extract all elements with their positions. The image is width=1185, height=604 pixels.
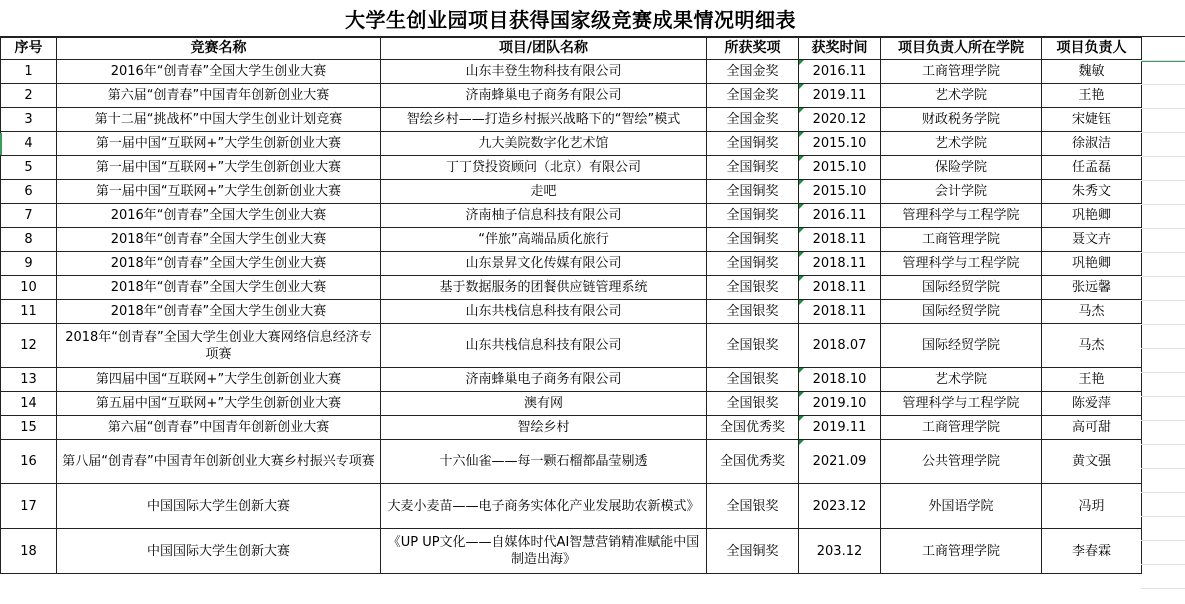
selection-border [1141, 61, 1185, 62]
table-cell[interactable]: 全国银奖 [707, 392, 799, 416]
table-cell[interactable]: 全国优秀奖 [707, 440, 799, 484]
table-cell[interactable]: 巩艳卿 [1042, 252, 1142, 276]
table-cell[interactable]: 工商管理学院 [881, 416, 1042, 440]
table-cell[interactable]: 2018年“创青春”全国大学生创业大赛 [57, 276, 381, 300]
table-cell[interactable]: 丁丁贷投资顾问（北京）有限公司 [381, 156, 707, 180]
table-cell[interactable]: 全国铜奖 [707, 180, 799, 204]
table-cell[interactable]: 徐淑洁 [1042, 132, 1142, 156]
table-cell[interactable]: 马杰 [1042, 324, 1142, 368]
table-cell[interactable]: 艺术学院 [881, 84, 1042, 108]
table-cell[interactable]: 山东共栈信息科技有限公司 [381, 300, 707, 324]
table-row [1, 276, 1142, 300]
table-cell[interactable]: 山东景昇文化传媒有限公司 [381, 252, 707, 276]
table-cell[interactable]: 中国国际大学生创新大赛 [57, 529, 381, 574]
table-cell[interactable]: 山东丰登生物科技有限公司 [381, 60, 707, 84]
table-cell[interactable]: 2019.11 [799, 84, 881, 108]
header-cell[interactable]: 竞赛名称 [57, 38, 381, 60]
table-cell[interactable]: 陈爱萍 [1042, 392, 1142, 416]
table-cell[interactable]: 16 [1, 440, 57, 484]
table-cell[interactable]: 2016年“创青春”全国大学生创业大赛 [57, 60, 381, 84]
table-cell[interactable]: 全国铜奖 [707, 529, 799, 574]
table-cell[interactable]: 巩艳卿 [1042, 204, 1142, 228]
table-cell[interactable]: 保险学院 [881, 156, 1042, 180]
table-cell[interactable]: 财政税务学院 [881, 108, 1042, 132]
table-cell[interactable]: 济南蜂巢电子商务有限公司 [381, 84, 707, 108]
table-cell[interactable]: 智绘乡村 [381, 416, 707, 440]
table-cell[interactable]: 全国金奖 [707, 84, 799, 108]
table-cell[interactable]: 基于数据服务的团餐供应链管理系统 [381, 276, 707, 300]
table-cell[interactable]: 大麦小麦苗——电子商务实体化产业发展助农新模式》 [381, 484, 707, 529]
table-cell[interactable]: 13 [1, 368, 57, 392]
table-row [1, 228, 1142, 252]
table-cell[interactable]: 全国银奖 [707, 368, 799, 392]
table-cell[interactable]: 工商管理学院 [881, 228, 1042, 252]
table-cell[interactable]: 国际经贸学院 [881, 324, 1042, 368]
table-cell[interactable]: 艺术学院 [881, 368, 1042, 392]
table-cell[interactable]: 全国铜奖 [707, 228, 799, 252]
table-cell[interactable]: 17 [1, 484, 57, 529]
sheet-title[interactable]: 大学生创业园项目获得国家级竞赛成果情况明细表 [345, 8, 796, 32]
table-cell[interactable]: 18 [1, 529, 57, 574]
table-cell[interactable]: 2020.12 [799, 108, 881, 132]
table-cell[interactable]: 李春霖 [1042, 529, 1142, 574]
table-row [1, 368, 1142, 392]
table-cell[interactable]: “伴旅”高端品质化旅行 [381, 228, 707, 252]
table-cell[interactable]: 全国铜奖 [707, 252, 799, 276]
active-cell-indicator [0, 133, 2, 155]
table-cell[interactable]: 2018年“创青春”全国大学生创业大赛 [57, 228, 381, 252]
table-cell[interactable]: 第一届中国“互联网+”大学生创新创业大赛 [57, 132, 381, 156]
table-row [1, 392, 1142, 416]
table-cell[interactable]: 2015.10 [799, 156, 881, 180]
table-row [1, 300, 1142, 324]
table-cell[interactable]: 全国铜奖 [707, 132, 799, 156]
table-cell[interactable]: 2018年“创青春”全国大学生创业大赛 [57, 300, 381, 324]
table-cell[interactable]: 2015.10 [799, 180, 881, 204]
table-cell[interactable]: 工商管理学院 [881, 60, 1042, 84]
table-row [1, 180, 1142, 204]
table-cell[interactable]: 管理科学与工程学院 [881, 252, 1042, 276]
table-cell[interactable]: 203.12 [799, 529, 881, 574]
table-cell[interactable]: 2018.11 [799, 300, 881, 324]
table-cell[interactable]: 2 [1, 84, 57, 108]
header-cell[interactable]: 所获奖项 [707, 38, 799, 60]
table-cell[interactable]: 济南柚子信息科技有限公司 [381, 204, 707, 228]
table-cell[interactable]: 全国铜奖 [707, 156, 799, 180]
table-cell[interactable]: 2018.11 [799, 228, 881, 252]
table-cell[interactable]: 朱秀文 [1042, 180, 1142, 204]
table-cell[interactable]: 全国银奖 [707, 324, 799, 368]
table-cell[interactable]: 全国银奖 [707, 276, 799, 300]
table-cell[interactable]: 2018.11 [799, 252, 881, 276]
table-row [1, 108, 1142, 132]
table-cell[interactable]: 2019.10 [799, 392, 881, 416]
table-cell[interactable]: 山东共栈信息科技有限公司 [381, 324, 707, 368]
table-cell[interactable]: 全国金奖 [707, 60, 799, 84]
table-cell[interactable]: 第一届中国“互联网+”大学生创新创业大赛 [57, 180, 381, 204]
awards-table [0, 37, 1142, 574]
table-row [1, 84, 1142, 108]
table-row [1, 324, 1142, 368]
table-cell[interactable]: 15 [1, 416, 57, 440]
table-cell[interactable]: 宋婕钰 [1042, 108, 1142, 132]
table-cell[interactable]: 张远馨 [1042, 276, 1142, 300]
table-cell[interactable]: 2018年“创青春”全国大学生创业大赛 [57, 252, 381, 276]
table-cell[interactable]: 第六届“创青春”中国青年创新创业大赛 [57, 416, 381, 440]
table-cell[interactable]: 王艳 [1042, 368, 1142, 392]
table-cell[interactable]: 魏敏 [1042, 60, 1142, 84]
table-cell[interactable]: 全国银奖 [707, 300, 799, 324]
table-cell[interactable]: 济南蜂巢电子商务有限公司 [381, 368, 707, 392]
header-row [1, 38, 1142, 60]
table-cell[interactable]: 11 [1, 300, 57, 324]
table-cell[interactable]: 澳有网 [381, 392, 707, 416]
table-cell[interactable]: 高可甜 [1042, 416, 1142, 440]
table-cell[interactable]: 12 [1, 324, 57, 368]
table-cell[interactable]: 第四届中国“互联网+”大学生创新创业大赛 [57, 368, 381, 392]
table-cell[interactable]: 国际经贸学院 [881, 300, 1042, 324]
table-cell[interactable]: 第十二届“挑战杯”中国大学生创业计划竞赛 [57, 108, 381, 132]
table-row [1, 204, 1142, 228]
table-cell[interactable]: 中国国际大学生创新大赛 [57, 484, 381, 529]
table-cell[interactable]: 2018.07 [799, 324, 881, 368]
table-cell[interactable]: 2023.12 [799, 484, 881, 529]
table-cell[interactable]: 国际经贸学院 [881, 276, 1042, 300]
table-cell[interactable]: 第六届“创青春”中国青年创新创业大赛 [57, 84, 381, 108]
table-cell[interactable]: 1 [1, 60, 57, 84]
table-cell[interactable]: 九大美院数字化艺术馆 [381, 132, 707, 156]
table-cell[interactable]: 2018.11 [799, 276, 881, 300]
table-cell[interactable]: 艺术学院 [881, 132, 1042, 156]
table-cell[interactable]: 任孟磊 [1042, 156, 1142, 180]
table-cell[interactable]: 第五届中国“互联网+”大学生创新创业大赛 [57, 392, 381, 416]
table-cell[interactable]: 2016.11 [799, 204, 881, 228]
table-cell[interactable]: 走吧 [381, 180, 707, 204]
table-cell[interactable]: 2018.10 [799, 368, 881, 392]
table-cell[interactable]: 马杰 [1042, 300, 1142, 324]
table-cell[interactable]: 王艳 [1042, 84, 1142, 108]
table-cell[interactable]: 2016年“创青春”全国大学生创业大赛 [57, 204, 381, 228]
header-cell[interactable]: 项目/团队名称 [381, 38, 707, 60]
table-cell[interactable]: 全国铜奖 [707, 204, 799, 228]
table-cell[interactable]: 3 [1, 108, 57, 132]
table-cell[interactable]: 全国优秀奖 [707, 416, 799, 440]
table-cell[interactable]: 聂文卉 [1042, 228, 1142, 252]
table-cell[interactable]: 冯玥 [1042, 484, 1142, 529]
table-cell[interactable]: 2021.09 [799, 440, 881, 484]
empty-cells[interactable] [1141, 37, 1185, 604]
table-cell[interactable]: 6 [1, 180, 57, 204]
header-cell[interactable]: 获奖时间 [799, 38, 881, 60]
table-cell[interactable]: 10 [1, 276, 57, 300]
table-row [1, 252, 1142, 276]
table-row [1, 416, 1142, 440]
table-cell[interactable]: 第一届中国“互联网+”大学生创新创业大赛 [57, 156, 381, 180]
table-cell[interactable]: 十六仙雀——每一颗石榴都晶莹剔透 [381, 440, 707, 484]
table-cell[interactable]: 7 [1, 204, 57, 228]
table-cell[interactable]: 2019.11 [799, 416, 881, 440]
table-cell[interactable]: 黄文强 [1042, 440, 1142, 484]
table-row [1, 156, 1142, 180]
table-cell[interactable]: 会计学院 [881, 180, 1042, 204]
table-cell[interactable]: 2016.11 [799, 60, 881, 84]
table-cell[interactable]: 2018年“创青春”全国大学生创业大赛网络信息经济专项赛 [57, 324, 381, 368]
table-row [1, 132, 1142, 156]
table-cell[interactable]: 8 [1, 228, 57, 252]
header-cell[interactable]: 项目负责人所在学院 [881, 38, 1042, 60]
table-cell[interactable]: 9 [1, 252, 57, 276]
table-row [1, 529, 1142, 574]
table-row [1, 440, 1142, 484]
table-cell[interactable]: 外国语学院 [881, 484, 1042, 529]
table-cell[interactable]: 《UP UP文化——自媒体时代AI智慧营销精准赋能中国制造出海》 [381, 529, 707, 574]
table-cell[interactable]: 2015.10 [799, 132, 881, 156]
header-cell[interactable]: 项目负责人 [1042, 38, 1142, 60]
table-cell[interactable]: 4 [1, 132, 57, 156]
table-cell[interactable]: 智绘乡村——打造乡村振兴战略下的“智绘”模式 [381, 108, 707, 132]
table-cell[interactable]: 公共管理学院 [881, 440, 1042, 484]
table-row [1, 484, 1142, 529]
table-cell[interactable]: 管理科学与工程学院 [881, 392, 1042, 416]
table-cell[interactable]: 全国银奖 [707, 484, 799, 529]
table-cell[interactable]: 第八届“创青春”中国青年创新创业大赛乡村振兴专项赛 [57, 440, 381, 484]
header-cell[interactable]: 序号 [1, 38, 57, 60]
table-cell[interactable]: 5 [1, 156, 57, 180]
table-cell[interactable]: 全国金奖 [707, 108, 799, 132]
table-cell[interactable]: 工商管理学院 [881, 529, 1042, 574]
table-cell[interactable]: 14 [1, 392, 57, 416]
table-row [1, 60, 1142, 84]
table-cell[interactable]: 管理科学与工程学院 [881, 204, 1042, 228]
